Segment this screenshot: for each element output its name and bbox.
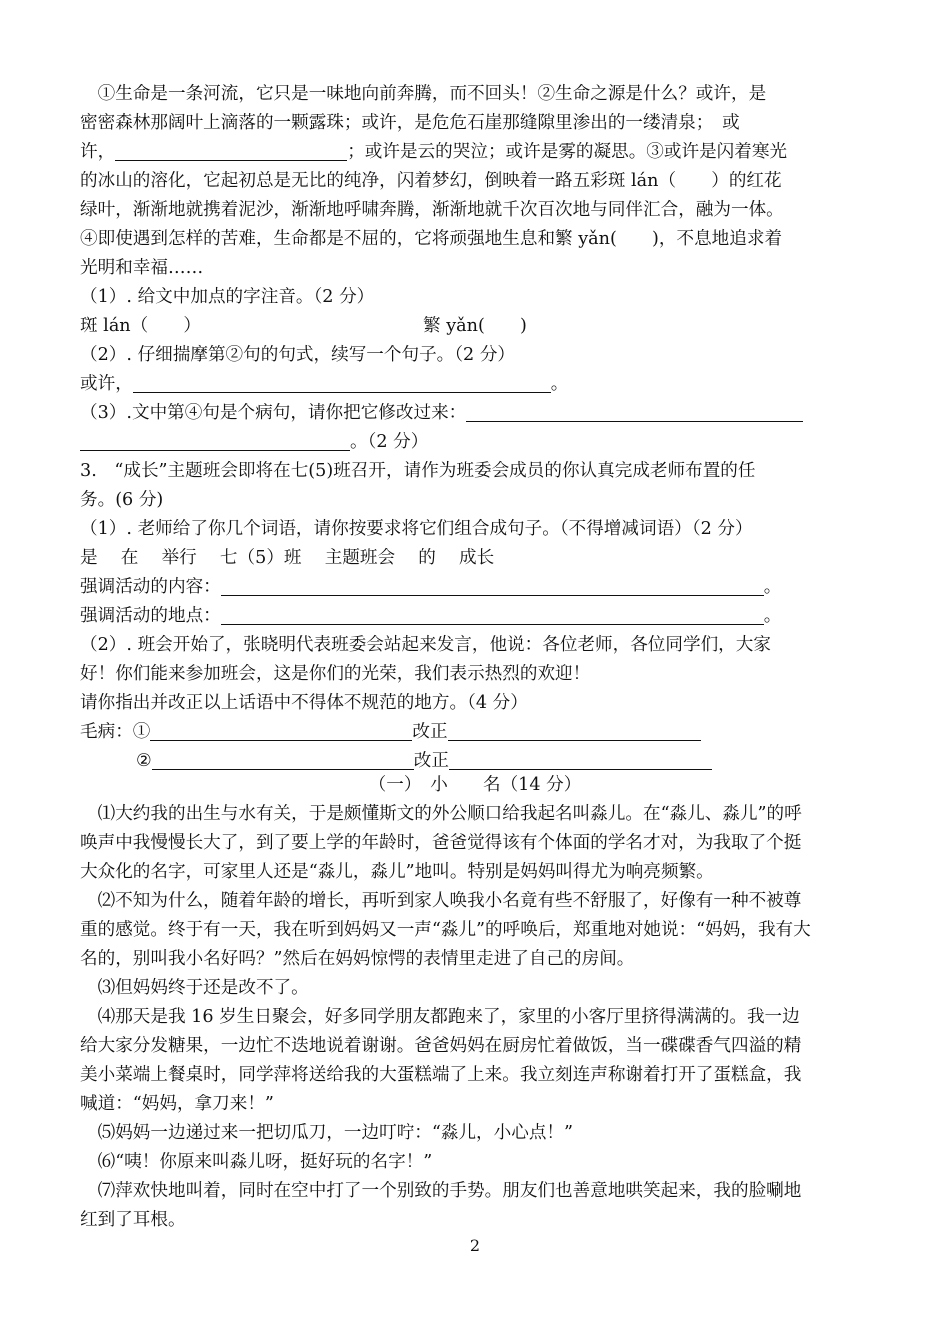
answer-blank[interactable] [448, 720, 701, 741]
paragraph-line: 名的，别叫我小名好吗？”然后在妈妈惊愕的表情里走进了自己的房间。 [80, 949, 635, 969]
fault-row [80, 718, 880, 747]
answer-blank[interactable] [115, 140, 347, 161]
word-list: 是 在 举行 七（5）班 主题班会 的 成长 [80, 548, 495, 568]
passage-line: 绿叶，渐渐地就携着泥沙，渐渐地呼啸奔腾，渐渐地就千次百次地与同伴汇合，融为一体。 [80, 200, 784, 220]
question-title: （1）. 给文中加点的字注音。（2 分） [80, 287, 375, 307]
answer-blank[interactable] [221, 604, 764, 625]
paragraph-line: 重的感觉。终于有一天，我在听到妈妈又一声“淼儿”的呼唤后，郑重地对她说：“妈妈，我有大 [80, 920, 811, 940]
question-text: 好！你们能来参加班会，这是你们的光荣，我们表示热烈的欢迎！ [80, 664, 591, 684]
passage-line: ④即使遇到怎样的苦难，生命都是不屈的，它将顽强地生息和繁 yǎn( )，不息地追求着 [80, 229, 783, 249]
passage-line: 光明和幸福…… [80, 258, 204, 278]
passage-text: 许， [80, 142, 116, 162]
pinyin-answer-lan[interactable]: 斑 lán（ ） [80, 316, 202, 336]
paragraph-line: ⑸妈妈一边递过来一把切瓜刀，一边叮咛：“淼儿，小心点！” [80, 1123, 574, 1143]
paragraph-line: ⑶但妈妈终于还是改不了。 [80, 978, 309, 998]
answer-blank[interactable] [150, 720, 412, 741]
passage-line-with-blank [80, 138, 880, 167]
paragraph-line: ⑵不知为什么，随着年龄的增长，再听到家人唤我小名竟有些不舒服了，好像有一种不被尊 [80, 891, 802, 911]
paragraph-line: ⑺萍欢快地叫着，同时在空中打了一个别致的手势。朋友们也善意地哄笑起来，我的脸唰地 [80, 1181, 802, 1201]
paragraph-line: 红到了耳根。 [80, 1210, 186, 1230]
passage-line: 的冰山的溶化，它起初总是无比的纯净，闪着梦幻，倒映着一路五彩斑 lán（ ）的红花 [80, 171, 782, 191]
question-heading: 务。(6 分) [80, 490, 164, 510]
question-title: （3）.文中第④句是个病句，请你把它修改过来： [80, 403, 467, 423]
answer-suffix: 。 [550, 374, 569, 394]
question-title: （2）. 仔细揣摩第②句的句式，续写一个句子。（2 分） [80, 345, 516, 365]
fault-label: 毛病：① [80, 722, 151, 742]
reading-heading: （一） 小 名（14 分） [368, 775, 582, 795]
paragraph-line: ⑷那天是我 16 岁生日聚会，好多同学朋友都跑来了，家里的小客厅里挤得满满的。我一边 [80, 1007, 800, 1027]
answer-line [80, 428, 880, 457]
passage-text: ；或许是云的哭泣；或许是雾的凝思。③或许是闪着寒光 [347, 142, 788, 162]
question-title: （1）. 老师给了你几个词语，请你按要求将它们组合成句子。（不得增减词语）（2 分） [80, 519, 753, 539]
answer-blank[interactable] [466, 401, 803, 422]
fix-label: 改正 [412, 722, 448, 742]
paragraph-line: 给大家分发糖果，一边忙不迭地说着谢谢。爸爸妈妈在厨房忙着做饭，当一碟碟香气四溢的精 [80, 1036, 802, 1056]
pinyin-answer-yan[interactable]: 繁 yǎn( ) [423, 316, 527, 336]
question-text: 请你指出并改正以上话语中不得体不规范的地方。（4 分） [80, 693, 528, 713]
page-number: 2 [469, 1236, 481, 1255]
passage-line: ①生命是一条河流，它只是一味地向前奔腾，而不回头！②生命之源是什么？或许，是 [80, 84, 767, 104]
answer-line [80, 370, 880, 399]
pinyin-answers [80, 312, 880, 341]
answer-blank[interactable] [133, 372, 551, 393]
question-text: （2）. 班会开始了，张晓明代表班委会站起来发言，他说：各位老师，各位同学们，大家 [80, 635, 771, 655]
paragraph-line: 美小菜端上餐桌时，同学萍将送给我的大蛋糕端了上来。我立刻连声称谢着打开了蛋糕盒，我 [80, 1065, 802, 1085]
paragraph-line: ⑹“咦！你原来叫淼儿呀，挺好玩的名字！” [80, 1152, 433, 1172]
fault-label: ② [136, 751, 152, 771]
answer-label: 强调活动的内容： [80, 577, 221, 597]
answer-suffix: 。 [763, 577, 782, 597]
question-heading: 3. “成长”主题班会即将在七(5)班召开，请作为班委会成员的你认真完成老师布置的任 [80, 461, 756, 481]
answer-line [80, 573, 880, 602]
answer-prefix: 或许， [80, 374, 133, 394]
answer-blank[interactable] [449, 749, 712, 770]
answer-label: 强调活动的地点： [80, 606, 221, 626]
answer-blank[interactable] [152, 749, 414, 770]
answer-blank[interactable] [221, 575, 764, 596]
passage-line: 密密森林那阔叶上滴落的一颗露珠；或许，是危危石崖那缝隙里渗出的一缕清泉； 或 [80, 113, 740, 133]
answer-suffix: 。 [763, 606, 782, 626]
paragraph-line: 喊道：“妈妈，拿刀来！” [80, 1094, 274, 1114]
answer-line [80, 602, 880, 631]
score-note: 。（2 分） [350, 432, 429, 452]
paragraph-line: ⑴大约我的出生与水有关，于是颇懂斯文的外公顺口给我起名叫淼儿。在“淼儿、淼儿”的呼 [80, 804, 802, 824]
paragraph-line: 唤声中我慢慢长大了，到了要上学的年龄时，爸爸觉得该有个体面的学名才对，为我取了个挺 [80, 833, 802, 853]
fix-label: 改正 [413, 751, 449, 771]
question-line [80, 399, 880, 428]
paragraph-line: 大众化的名字，可家里人还是“淼儿，淼儿”地叫。特别是妈妈叫得尤为响亮频繁。 [80, 862, 714, 882]
answer-blank[interactable] [80, 430, 350, 451]
